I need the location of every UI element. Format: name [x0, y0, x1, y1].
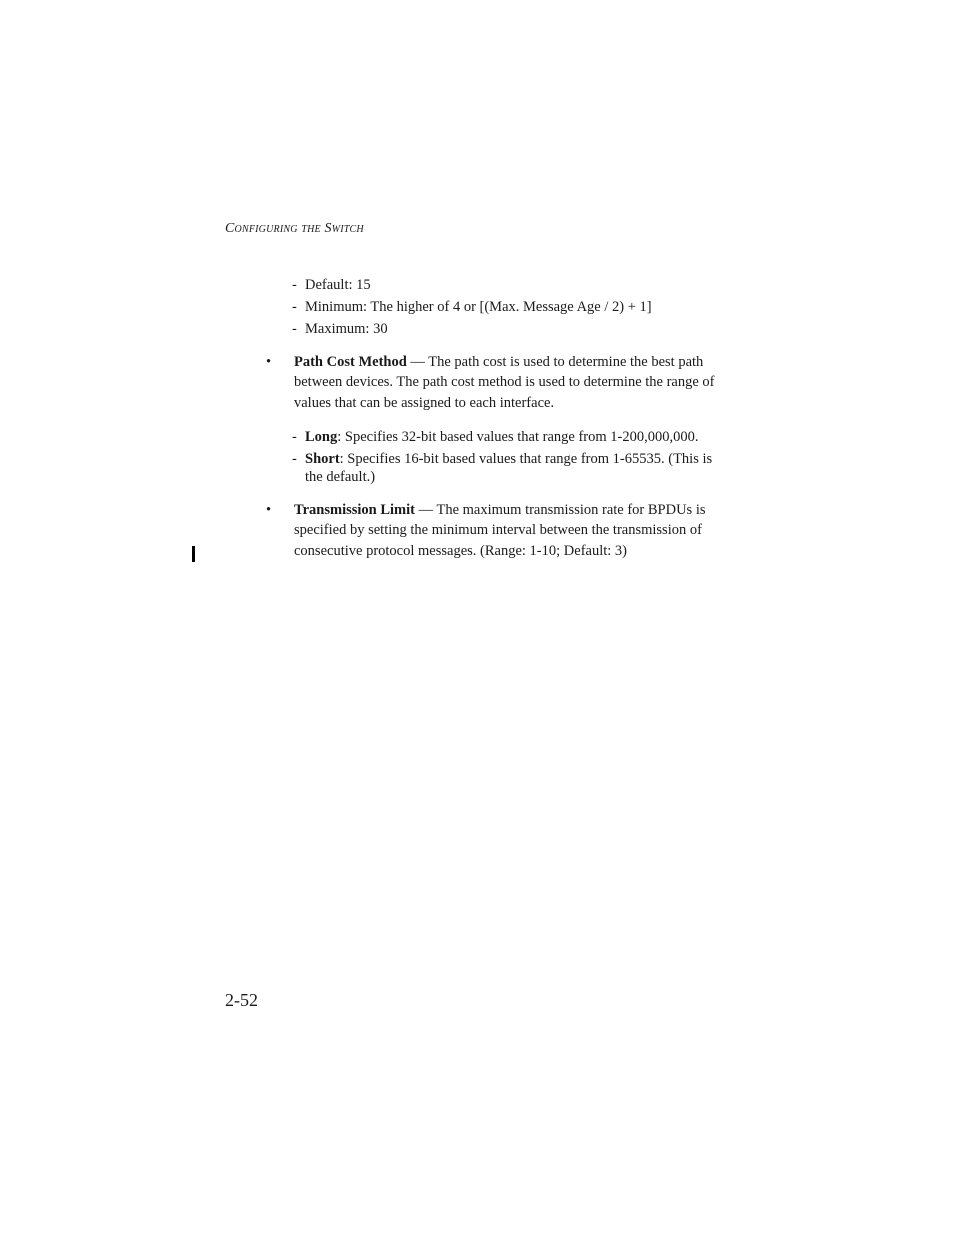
- option-text: : Specifies 16-bit based values that range from 1-65535. (This is the default.): [305, 451, 713, 485]
- list-item-text: Default: 15: [305, 277, 371, 293]
- list-dash: -: [292, 277, 297, 293]
- path-cost-method-description: — The path cost is used to determine the best path between devices. The path cost method is used to determine the range of values that can be assigned to each interface.: [294, 354, 715, 411]
- option-term-short: Short: [305, 451, 340, 467]
- list-item: [292, 320, 722, 338]
- bullet-marker: •: [266, 354, 272, 370]
- transmission-limit-term: Transmission Limit: [294, 502, 415, 518]
- list-item: [292, 450, 722, 486]
- transmission-limit-description: — The maximum transmission rate for BPDUs is specified by setting the minimum interval between the transmission of consecutive protocol messages. (Range: 1-10; Default: 3): [294, 502, 706, 559]
- path-cost-method-term: Path Cost Method: [294, 354, 407, 370]
- list-item: [292, 276, 722, 294]
- transmission-limit-paragraph: [294, 500, 722, 561]
- change-bar: [192, 546, 195, 562]
- list-item-text: Maximum: 30: [305, 321, 388, 337]
- list-item-text: Minimum: The higher of 4 or [(Max. Message Age / 2) + 1]: [305, 299, 652, 315]
- bullet-marker: •: [266, 502, 272, 518]
- list-dash: -: [292, 299, 297, 315]
- list-dash: -: [292, 451, 297, 467]
- page-number: 2-52: [225, 990, 258, 1010]
- running-header: Configuring the Switch: [225, 221, 364, 236]
- transmission-limit-item: [266, 500, 722, 561]
- option-term-long: Long: [305, 429, 338, 445]
- path-cost-options-list: [292, 428, 722, 490]
- list-dash: -: [292, 321, 297, 337]
- forward-delay-values-list: [292, 276, 722, 342]
- option-text: : Specifies 32-bit based values that range from 1-200,000,000.: [337, 429, 699, 445]
- list-item: [292, 298, 722, 316]
- list-item: [292, 428, 722, 446]
- path-cost-method-paragraph: [294, 352, 722, 413]
- path-cost-method-item: [266, 352, 722, 413]
- list-dash: -: [292, 429, 297, 445]
